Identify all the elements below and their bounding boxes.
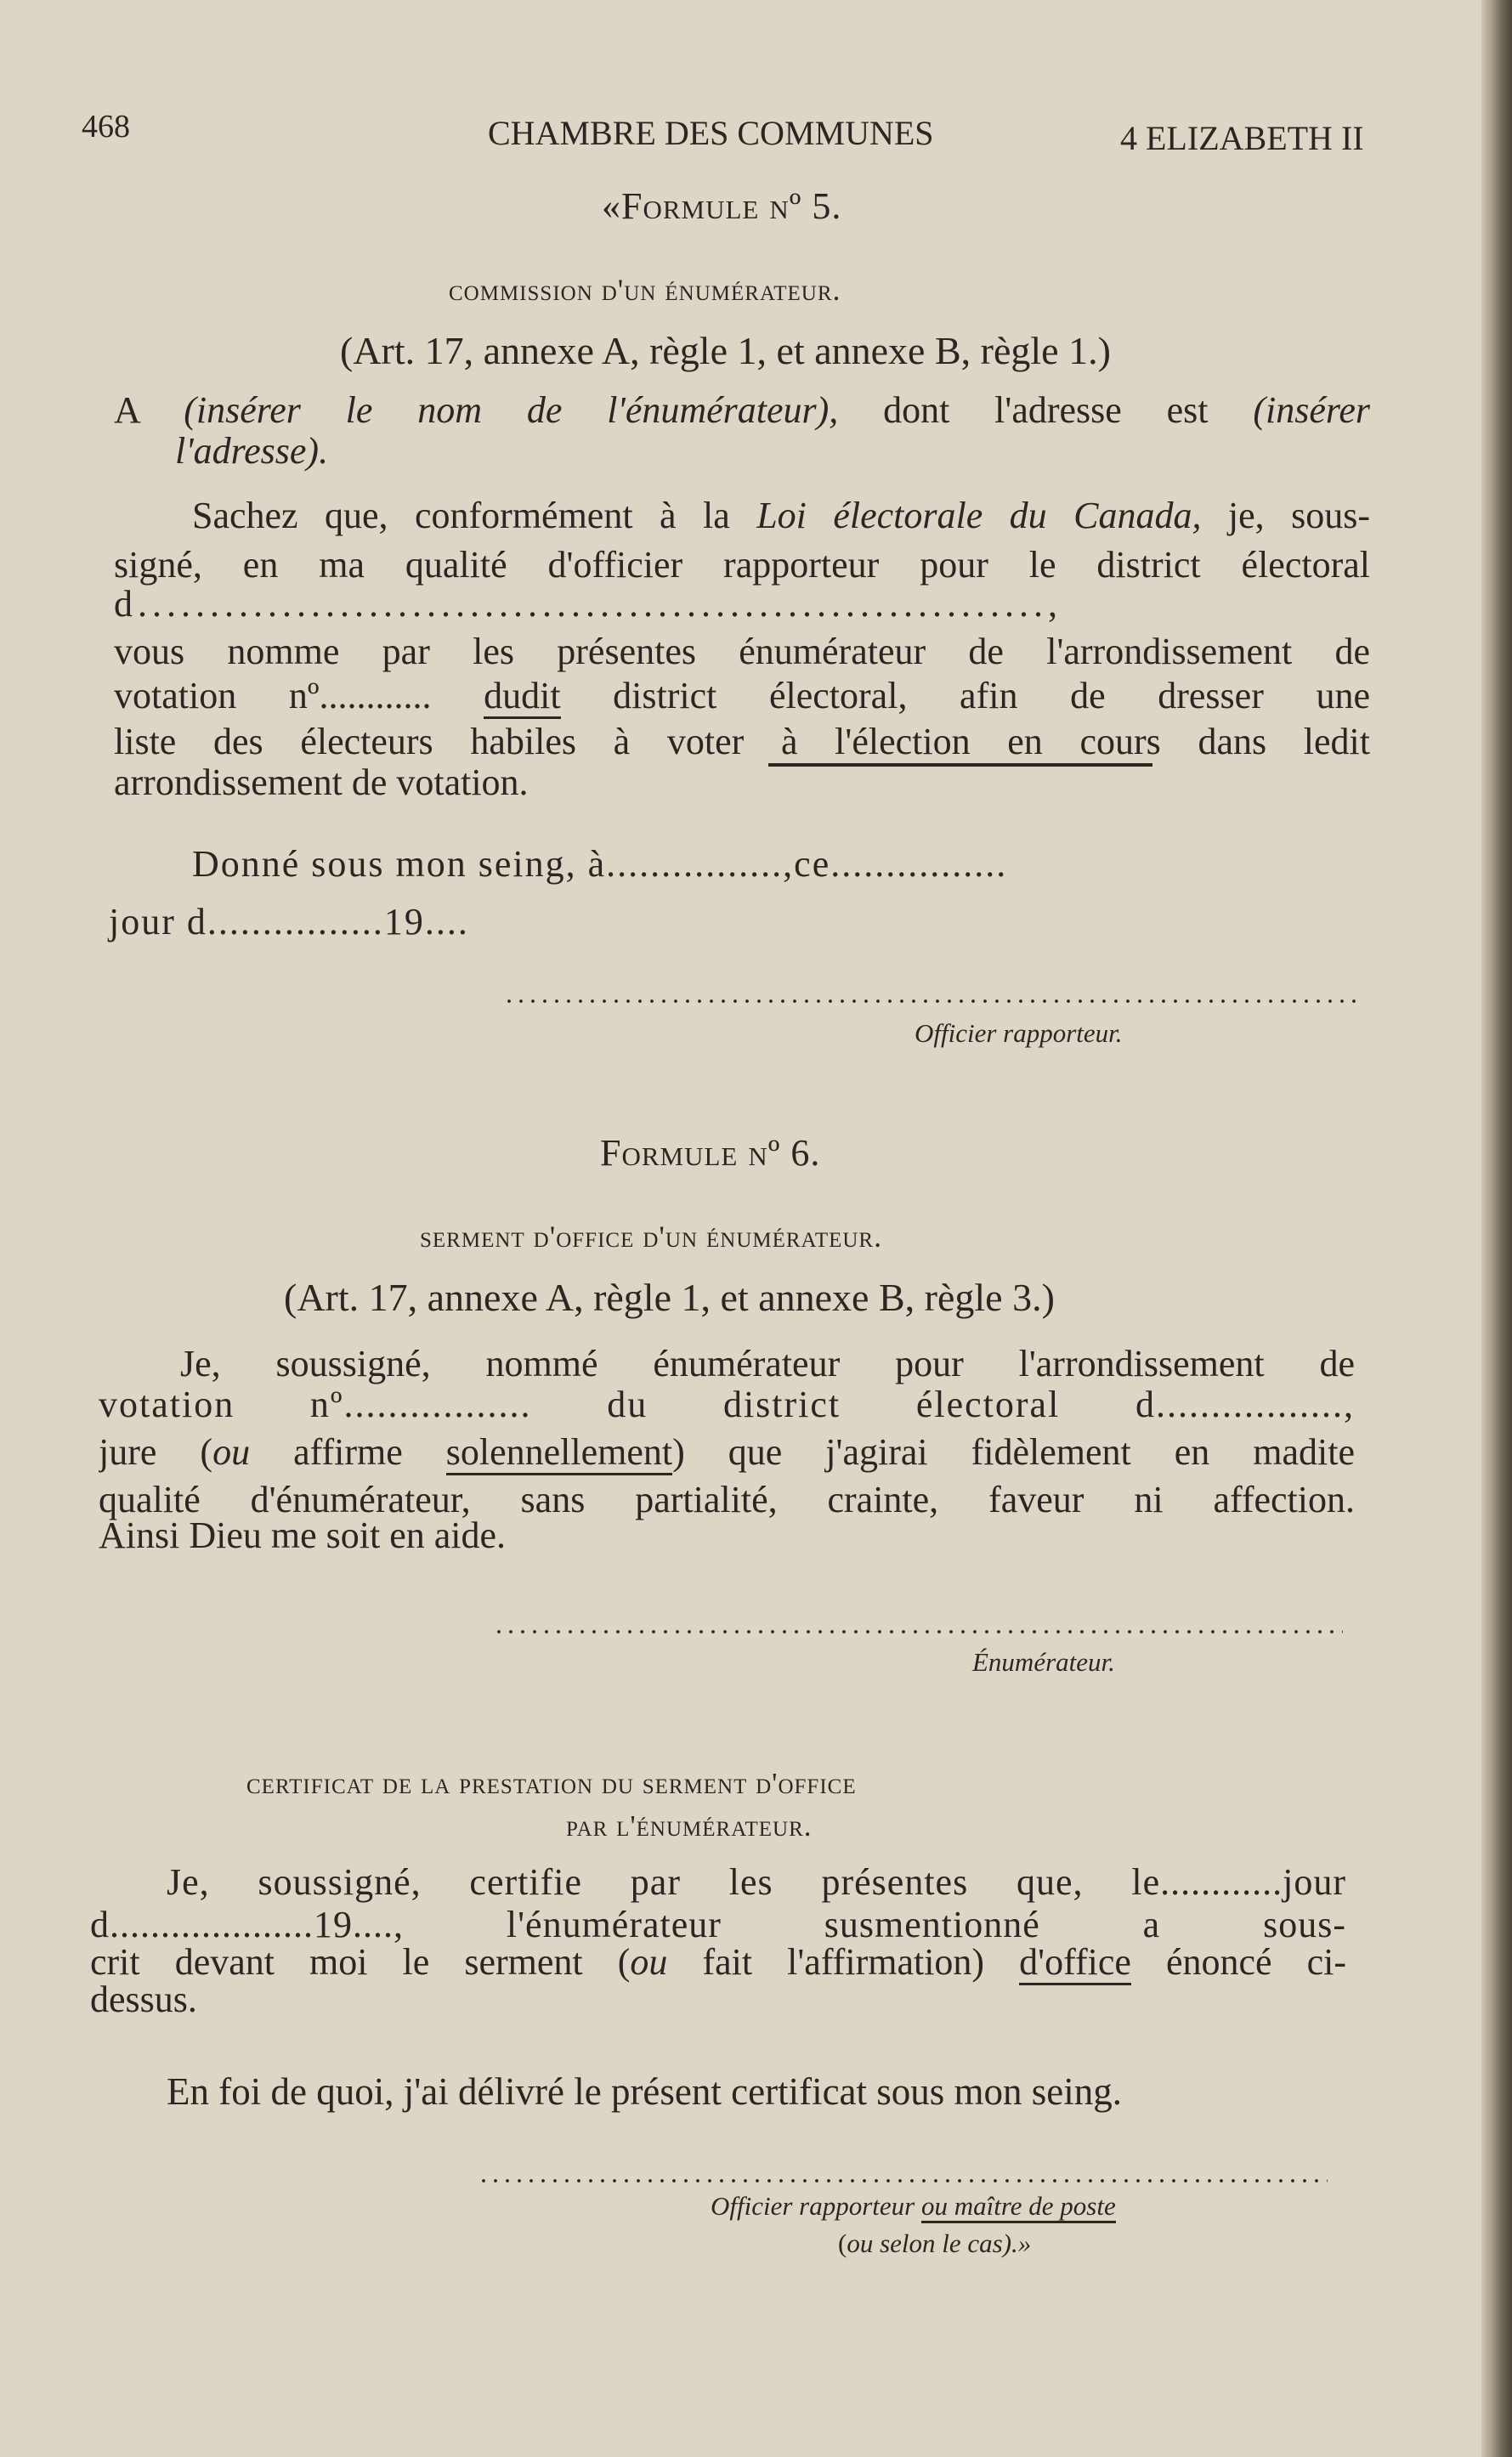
certificate-signature-caption (711, 2191, 1116, 2222)
certificate-para-line1: Je, soussigné, certifie par les présentes que, le............jour (167, 1861, 1346, 1903)
para-text: je, sous- (1227, 495, 1370, 536)
para-text: ) que j'agirai fidèlement en madite (672, 1431, 1355, 1473)
para-text: district électoral, afin de dresser une (613, 675, 1370, 716)
form5-signature-caption: Officier rapporteur. (915, 1018, 1123, 1048)
signature-role-alt: ou maître de poste (921, 2191, 1116, 2223)
signature-note-text: selon le cas).» (880, 2228, 1032, 2258)
underlined-word: solennellement (446, 1431, 672, 1475)
form6-para-line2 (99, 1382, 1355, 1428)
form5-para-line3-blank: d..............................................................., (114, 583, 1062, 625)
insert-address-instruction-cont: l'adresse). (175, 430, 329, 472)
polling-number-blank: votation nº............ (114, 675, 432, 716)
signature-role: Officier rapporteur (711, 2191, 915, 2221)
underline-mark (768, 763, 1152, 767)
form5-reference: (Art. 17, annexe A, règle 1, et annexe B, règle 1.) (340, 329, 1111, 372)
addressee-dont: dont l'adresse est (883, 389, 1209, 431)
form6-para-line1: Je, soussigné, nommé énumérateur pour l'arrondissement de (180, 1343, 1355, 1384)
ou-italic: ou (630, 1941, 668, 1983)
page-number: 468 (82, 109, 130, 144)
form5-para-line5 (114, 673, 1370, 719)
addressee-a: A (114, 389, 139, 431)
form6-para-line4: qualité d'énumérateur, sans partialité, crainte, faveur ni affection. (99, 1479, 1355, 1520)
ou-italic: ou (212, 1431, 251, 1473)
polling-number-blank: votation nº................. (99, 1384, 532, 1425)
certificate-heading-line2: par l'énumérateur. (566, 1809, 813, 1843)
form5-para-line7: arrondissement de votation. (114, 761, 529, 803)
form6-para-line5: Ainsi Dieu me soit en aide. (99, 1514, 507, 1556)
given-line1: Donné sous mon seing, à................,ce................ (192, 843, 1008, 885)
form5-para-line1 (192, 493, 1370, 539)
para-text: affirme (293, 1431, 403, 1473)
given-line2: jour d................19.... (109, 901, 469, 943)
law-title: Loi électorale du Canada, (756, 495, 1202, 536)
form6-para-line3 (99, 1429, 1355, 1475)
form5-addressee-line1 (114, 388, 1370, 433)
form6-heading: Formule nº 6. (600, 1132, 821, 1174)
para-text: crit devant moi le serment ( (90, 1941, 631, 1983)
form5-para-line4: vous nomme par les présentes énumérateur de l'arrondissement de (114, 631, 1370, 672)
certificate-heading-line1: certificat de la prestation du serment d'office (246, 1767, 857, 1800)
district-blank: du district électoral d................., (607, 1384, 1355, 1425)
form5-heading: «Formule nº 5. (602, 185, 842, 227)
certificate-signature-note (838, 2228, 1031, 2259)
insert-name-instruction: (insérer le nom de l'énumérateur), (184, 389, 839, 431)
para-text: énoncé ci- (1165, 1941, 1346, 1983)
para-text: jure ( (99, 1431, 213, 1473)
signature-dotted-line (478, 2179, 1328, 2182)
page-edge-shadow (1481, 0, 1512, 2457)
insert-address-instruction: (insérer (1253, 389, 1370, 431)
form6-reference: (Art. 17, annexe A, règle 1, et annexe B, règle 3.) (284, 1276, 1055, 1319)
running-title: CHAMBRE DES COMMUNES (488, 114, 934, 152)
underlined-word: d'office (1019, 1941, 1131, 1985)
form5-para-line2: signé, en ma qualité d'officier rapporteur pour le district électoral (114, 544, 1370, 586)
certificate-closing: En foi de quoi, j'ai délivré le présent certificat sous mon seing. (167, 2070, 1123, 2113)
para-text: Sachez que, conformément à la (192, 495, 730, 536)
form5-para-line6: liste des électeurs habiles à voter à l'élection en cours dans ledit (114, 721, 1370, 762)
signature-dotted-line (493, 1630, 1343, 1633)
form6-signature-caption: Énumérateur. (972, 1647, 1115, 1677)
form6-subheading: serment d'office d'un énumérateur. (420, 1220, 883, 1254)
para-text: fait l'affirmation) (702, 1941, 985, 1983)
running-session: 4 ELIZABETH II (1120, 119, 1364, 157)
ou-italic: ou (847, 2228, 874, 2258)
certificate-para-line3 (90, 1939, 1346, 1985)
signature-dotted-line (503, 999, 1363, 1003)
paren: ( (838, 2228, 847, 2258)
form5-subheading: commission d'un énumérateur. (449, 273, 841, 307)
underlined-word: dudit (484, 675, 560, 719)
certificate-para-line4: dessus. (90, 1979, 197, 2020)
certificate-para-line2: d....................19...., l'énumérateur susmentionné a sous- (90, 1904, 1346, 1945)
